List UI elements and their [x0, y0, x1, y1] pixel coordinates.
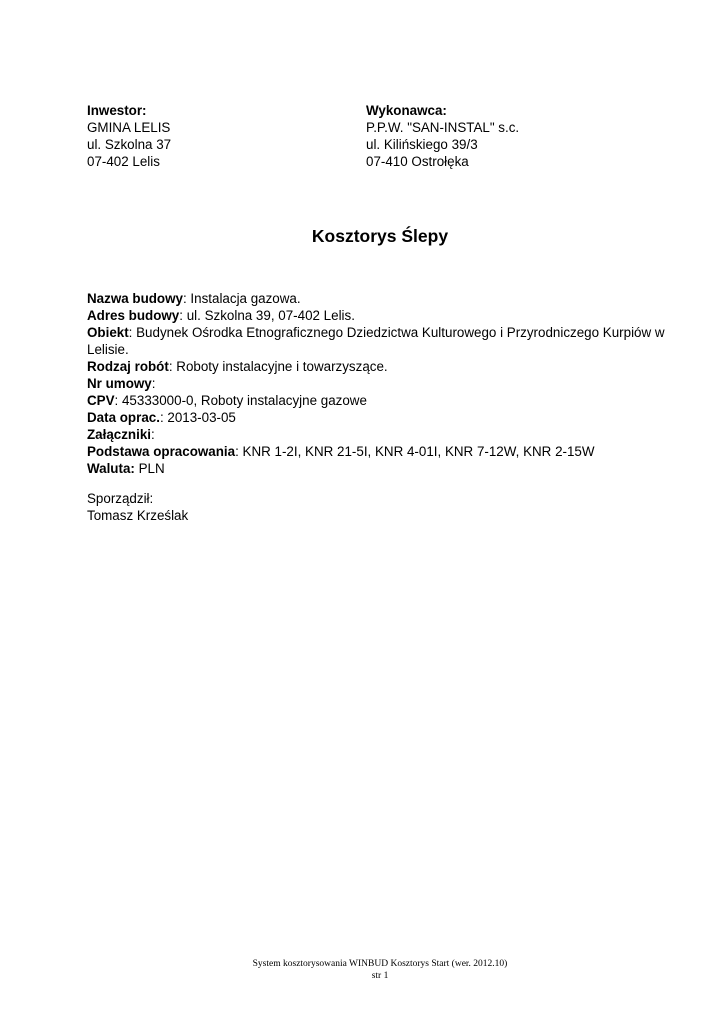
contractor-label: Wykonawca: — [366, 103, 447, 118]
detail-obiekt — [87, 324, 677, 358]
detail-waluta — [87, 460, 677, 477]
footer-page-number: str 1 — [371, 971, 389, 981]
author-name: Tomasz Krześlak — [87, 508, 189, 523]
investor-city: 07-402 Lelis — [87, 154, 160, 169]
detail-rodzaj-robot — [87, 358, 677, 375]
detail-key: Załączniki — [87, 427, 152, 442]
author-label: Sporządził: — [87, 491, 154, 506]
detail-value: : Roboty instalacyjne i towarzyszące. — [168, 359, 388, 374]
contractor-name: P.P.W. "SAN-INSTAL" s.c. — [366, 120, 520, 135]
detail-zalaczniki — [87, 426, 677, 443]
detail-value: : ul. Szkolna 39, 07-402 Lelis. — [179, 308, 355, 323]
detail-key: Waluta: — [87, 461, 135, 476]
detail-value: : — [151, 376, 156, 391]
detail-value: : Instalacja gazowa. — [182, 291, 301, 306]
author-section — [87, 490, 188, 524]
detail-key: Data oprac. — [87, 410, 160, 425]
detail-key: Rodzaj robót — [87, 359, 169, 374]
contractor-city: 07-410 Ostrołęka — [366, 154, 469, 169]
investor-label: Inwestor: — [87, 103, 147, 118]
detail-value: : 2013-03-05 — [159, 410, 236, 425]
parties-section — [87, 102, 647, 170]
detail-nr-umowy — [87, 375, 677, 392]
detail-value: : Budynek Ośrodka Etnograficznego Dziedzictwa Kulturowego i Przyrodniczego Kurpiów w Lelisie. — [87, 325, 665, 357]
detail-key: Podstawa opracowania — [87, 444, 236, 459]
investor-name: GMINA LELIS — [87, 120, 171, 135]
detail-value: : KNR 1-2I, KNR 21-5I, KNR 4-01I, KNR 7-12W, KNR 2-15W — [235, 444, 595, 459]
detail-nazwa-budowy — [87, 290, 677, 307]
detail-podstawa — [87, 443, 677, 460]
footer-system: System kosztorysowania WINBUD Kosztorys Start (wer. 2012.10) — [252, 959, 508, 969]
detail-key: CPV — [87, 393, 115, 408]
detail-adres-budowy — [87, 307, 677, 324]
detail-key: Nr umowy — [87, 376, 152, 391]
detail-value: PLN — [134, 461, 165, 476]
detail-data-oprac — [87, 409, 677, 426]
contractor-street: ul. Kilińskiego 39/3 — [366, 137, 478, 152]
page-footer — [0, 958, 724, 982]
detail-key: Adres budowy — [87, 308, 180, 323]
detail-cpv — [87, 392, 677, 409]
details-section — [87, 290, 677, 477]
detail-value: : — [151, 427, 155, 442]
detail-value: : 45333000-0, Roboty instalacyjne gazowe — [114, 393, 367, 408]
detail-key: Obiekt — [87, 325, 129, 340]
detail-key: Nazwa budowy — [87, 291, 183, 306]
investor-block — [87, 102, 171, 170]
investor-street: ul. Szkolna 37 — [87, 137, 172, 152]
document-title: Kosztorys Ślepy — [311, 226, 449, 246]
contractor-block — [366, 102, 519, 170]
